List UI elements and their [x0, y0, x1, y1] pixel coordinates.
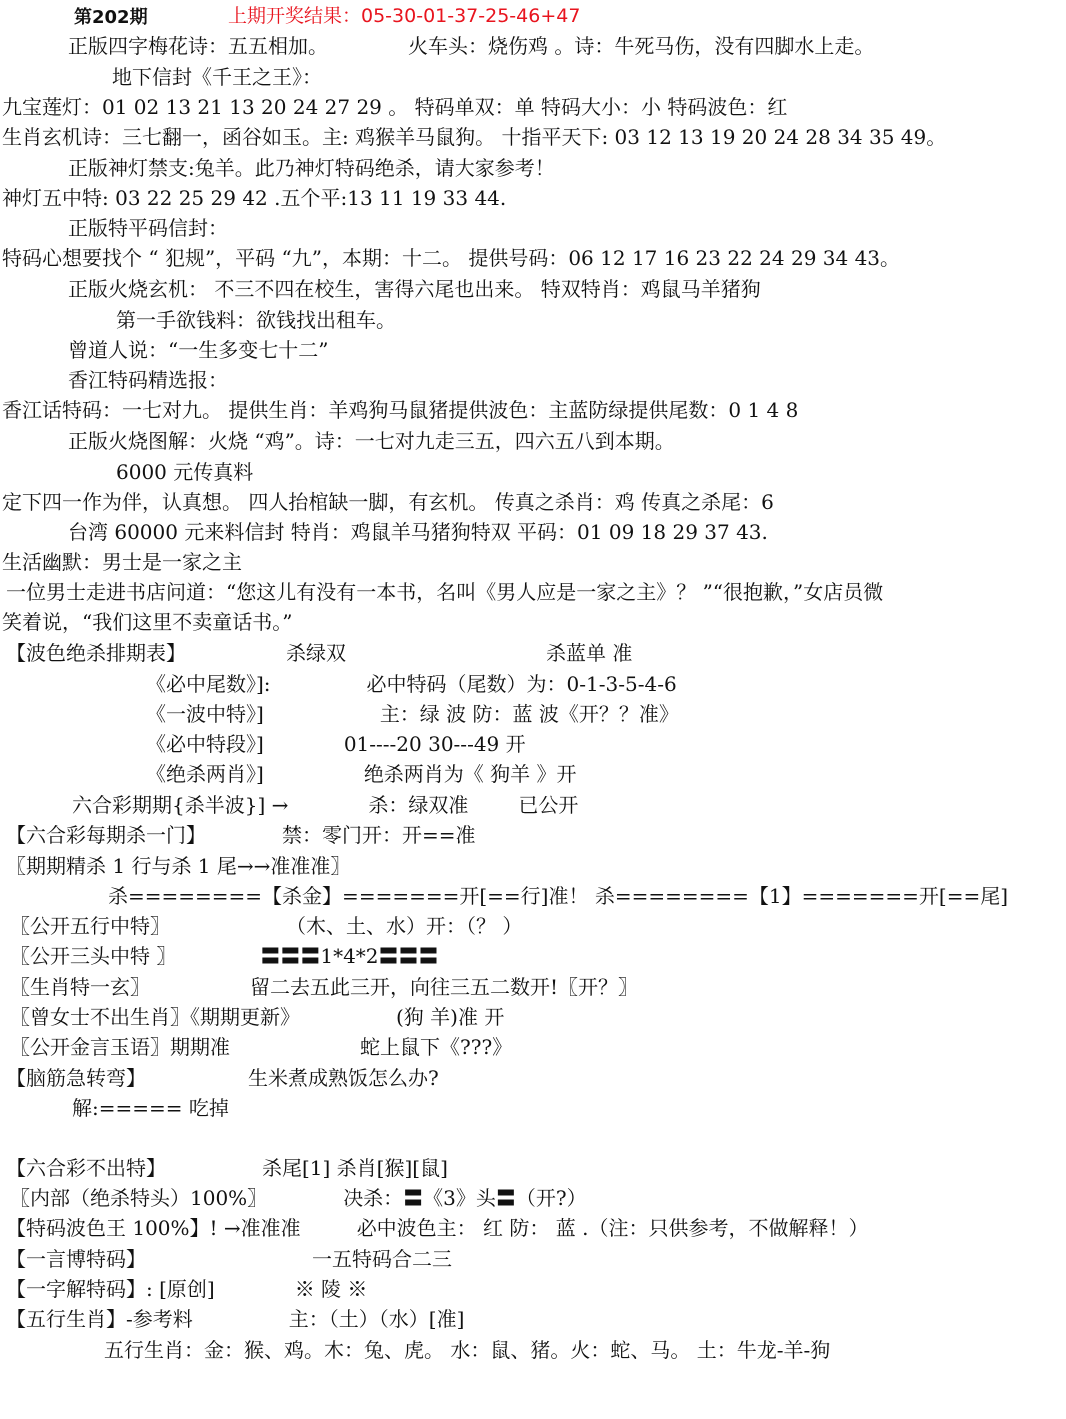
text-line: 〖公开五行中特〗 （木、土、水）开：（？ ）: [10, 914, 523, 938]
text-line: 正版火烧图解：火烧 “鸡”。诗：一七对九走三五，四六五八到本期。: [68, 429, 675, 453]
text-line: 《绝杀两肖》] 绝杀两肖为《 狗羊 》开: [146, 762, 577, 786]
text-line: 生活幽默：男士是一家之主: [2, 550, 242, 574]
text-line: 〖公开三头中特 〗 〓〓〓1*4*2〓〓〓: [10, 944, 439, 968]
text-line: 第一手欲钱料：欲钱找出租车。: [116, 308, 396, 332]
text-line: 《必中特段》] 01----20 30---49 开: [146, 732, 526, 756]
text-line: 香江话特码：一七对九。 提供生肖：羊鸡狗马鼠猪提供波色：主蓝防绿提供尾数：0 1 4 8: [2, 398, 799, 422]
text-line: 笑着说，“我们这里不卖童话书。”: [2, 610, 293, 634]
text-line: 正版神灯禁支:兔羊。此乃神灯特码绝杀，请大家参考！: [68, 156, 555, 180]
text-line: 【特码波色王 100%】! →准准准 必中波色主： 红 防： 蓝 .（注：只供参考，不做解释！）: [6, 1216, 869, 1240]
last-draw-result: 上期开奖结果：05-30-01-37-25-46+47: [228, 5, 581, 27]
text-line: 地下信封《千王之王》：: [112, 65, 322, 89]
text-line: 【六合彩每期杀一门】 禁：零门开：开==准: [6, 823, 476, 847]
text-line: 杀========【杀金】=======开[==行]准！ 杀========【1】=======开[==尾]: [108, 884, 1009, 908]
text-line: 【脑筋急转弯】 生米煮成熟饭怎么办?: [6, 1066, 439, 1090]
text-line: 〖公开金言玉语〗期期准 蛇上鼠下《???》: [10, 1035, 513, 1059]
text-line: 正版火烧玄机： 不三不四在校生，害得六尾也出来。 特双特肖：鸡鼠马羊猪狗: [68, 277, 761, 301]
text-line: 〖内部（绝杀特头）100%〗 决杀：〓《3》头〓（开?）: [10, 1186, 587, 1210]
text-line: 《一波中特》] 主：绿 波 防：蓝 波《开？？准》: [146, 702, 679, 726]
text-line: 【五行生肖】-参考料 主：（土）（水）[准]: [6, 1307, 465, 1331]
text-line: 特码心想要找个 “ 犯规”，平码 “九”，本期：十二。 提供号码：06 12 17 16 23 22 24 29 34 43。: [2, 246, 901, 270]
text-line: 【一字解特码】: [原创] ※ 陵 ※: [6, 1277, 368, 1301]
text-line: 解:===== 吃掉: [72, 1096, 229, 1120]
text-line: 〖曾女士不出生肖〗《期期更新》 (狗 羊)准 开: [10, 1005, 505, 1029]
text-line: 【波色绝杀排期表】 杀绿双 杀蓝单 准: [6, 641, 633, 665]
text-line: 【六合彩不出特】 杀尾[1] 杀肖[猴][鼠]: [6, 1156, 448, 1180]
text-line: 〖生肖特一玄〗 留二去五此三开，向往三五二数开!〖开？〗: [10, 975, 639, 999]
text-line: 《必中尾数》]: 必中特码（尾数）为：0-1-3-5-4-6: [146, 672, 677, 696]
text-line: 香江特码精选报：: [68, 368, 228, 392]
text-line: 神灯五中特: 03 22 25 29 42 .五个平:13 11 19 33 44.: [2, 186, 507, 210]
text-line: 生肖玄机诗：三七翻一，函谷如玉。主: 鸡猴羊马鼠狗。 十指平天下: 03 12 13 19 20 24 28 34 35 49。: [2, 125, 947, 149]
text-line: 定下四一作为伴，认真想。 四人抬棺缺一脚，有玄机。 传真之杀肖：鸡 传真之杀尾：6: [2, 490, 774, 514]
text-line: 台湾 60000 元来料信封 特肖：鸡鼠羊马猪狗特双 平码：01 09 18 29 37 43.: [68, 520, 768, 544]
text-line: 曾道人说：“一生多变七十二”: [68, 338, 329, 362]
text-line: 九宝莲灯：01 02 13 21 13 20 24 27 29 。 特码单双：单 特码大小：小 特码波色：红: [2, 95, 788, 119]
text-line: 一位男士走进书店问道：“您这儿有没有一本书，名叫《男人应是一家之主》？ ”“很抱歉，”女店员微: [6, 580, 884, 604]
text-line: 〖期期精杀 1 行与杀 1 尾→→准准准〗: [6, 854, 351, 878]
text-line: 正版特平码信封：: [68, 216, 228, 240]
issue-number: 第202期: [74, 7, 148, 28]
text-line: 五行生肖：金：猴、鸡。木：兔、虎。 水：鼠、猪。火：蛇、马。 土：牛龙-羊-狗: [104, 1338, 831, 1362]
text-line: 6000 元传真料: [116, 460, 254, 484]
text-line: 正版四字梅花诗：五五相加。 火车头：烧伤鸡 。诗：牛死马伤，没有四脚水上走。: [68, 34, 875, 58]
text-line: 【一言博特码】 一五特码合二三: [6, 1247, 452, 1271]
text-line: 六合彩期期{杀半波}] → 杀：绿双准 已公开: [72, 793, 579, 817]
